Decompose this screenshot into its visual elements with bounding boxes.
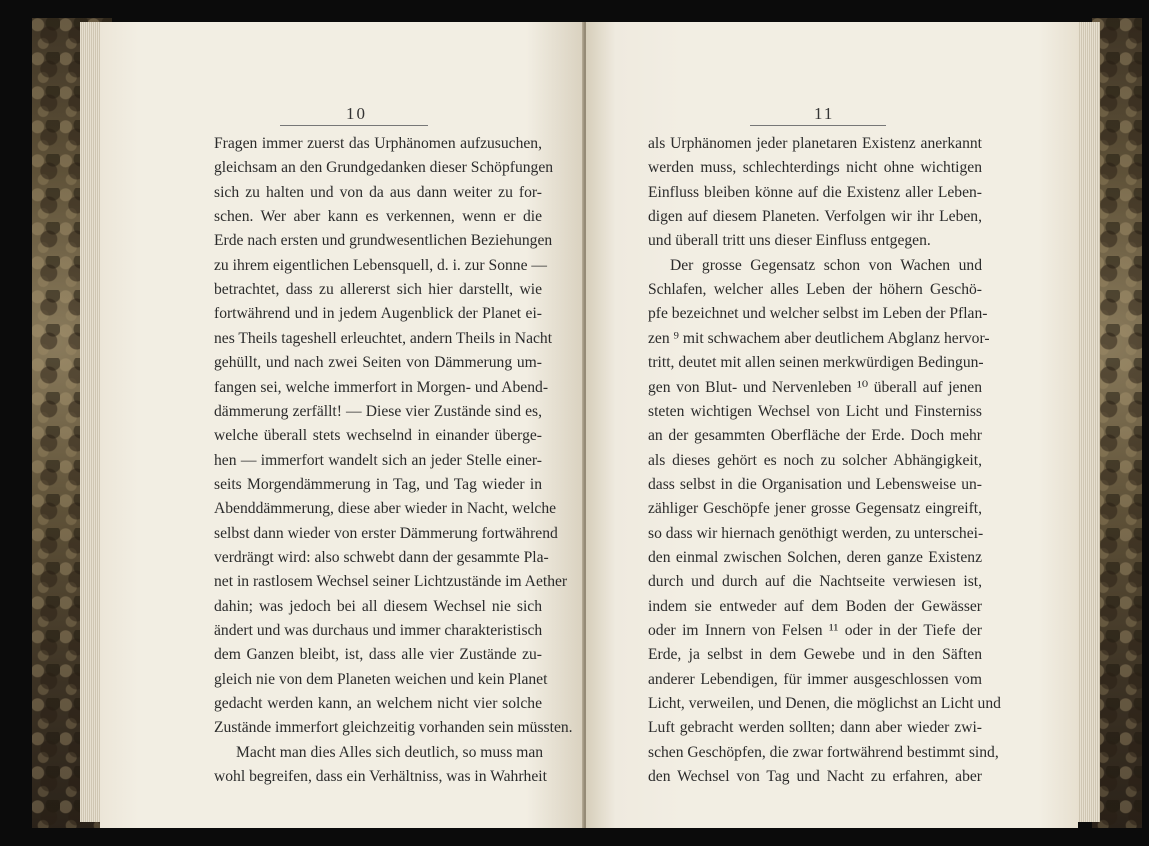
text-line: oder im Innern von Felsen ¹¹ oder in der Tiefe der [648, 622, 982, 639]
text-line: digen auf diesem Planeten. Verfolgen wir ihr Leben, [648, 208, 982, 226]
right-page [586, 22, 1078, 828]
text-line: nes Theils tageshell erleuchtet, andern Theils in Nacht [214, 329, 553, 347]
text-line: Zustände immerfort gleichzeitig vorhanden sein müssten. [214, 719, 573, 737]
text-line: gedacht werden kann, an welchem nicht vier solche [214, 695, 542, 713]
text-line: dem Ganzen bleibt, ist, dass alle vier Zustände zu- [214, 646, 542, 664]
text-line: wohl begreifen, dass ein Verhältniss, was in Wahrheit [214, 768, 547, 786]
text-line: ändert und was durchaus und immer charakteristisch [214, 622, 543, 639]
text-line: den Wechsel von Tag und Nacht zu erfahren, aber [648, 768, 982, 786]
text-line: dass selbst in die Organisation und Lebensweise un- [648, 475, 982, 493]
text-line: Schlafen, welcher alles Leben der höhern Geschö- [648, 281, 982, 299]
text-line: als Urphänomen jeder planetaren Existenz anerkannt [648, 135, 982, 152]
text-line: tritt, deutet mit allen seinen merkwürdigen Bedingun- [648, 354, 984, 372]
page-edges-left [80, 22, 102, 822]
text-line: welche überall stets wechselnd in einander überge- [214, 427, 542, 445]
text-line: selbst dann wieder von erster Dämmerung fortwährend [214, 524, 558, 542]
text-line: dämmerung zerfällt! — Diese vier Zustände sind es, [214, 402, 542, 420]
text-line: Fragen immer zuerst das Urphänomen aufzusuchen, [214, 135, 542, 152]
text-line: zähliger Geschöpfe jener grosse Gegensatz eingreift, [648, 500, 982, 518]
text-line: pfe bezeichnet und welcher selbst im Leben der Pflan- [648, 305, 988, 323]
left-page-number: 10 [346, 104, 367, 123]
text-line: den einmal zwischen Solchen, deren ganze Existenz [648, 548, 982, 566]
text-line: net in rastlosem Wechsel seiner Lichtzustände im Aether [214, 573, 568, 591]
text-line: zu ihrem eigentlichen Lebensquell, d. i. zur Sonne — [214, 256, 548, 274]
text-line: hen — immerfort wandelt sich an jeder Stelle einer- [214, 451, 542, 469]
right-page-number: 11 [814, 104, 835, 123]
text-line: Einfluss bleiben könne auf die Existenz aller Leben- [648, 183, 982, 201]
text-line: fangen sei, welche immerfort in Morgen- und Abend- [214, 378, 549, 396]
text-line: gen von Blut- und Nervenleben ¹⁰ überall auf jenen [648, 378, 982, 396]
text-line: Erde nach ersten und grundwesentlichen Beziehungen [214, 232, 553, 250]
text-line: sich zu halten und von da aus dann weiter zu for- [214, 183, 542, 201]
text-line: verdrängt wird: also schwebt dann der gesammte Pla- [214, 548, 549, 566]
text-line: Licht, verweilen, und Denen, die möglichst an Licht und [648, 695, 1001, 713]
text-line: Erde, ja selbst in dem Gewebe und in den Säften [648, 646, 982, 664]
text-line: steten wichtigen Wechsel von Licht und Finsterniss [648, 402, 982, 420]
text-line: dahin; was jedoch bei all diesem Wechsel nie sich [214, 597, 542, 615]
text-line: fortwährend und in jedem Augenblick der Planet ei- [214, 305, 542, 323]
text-line: an der gesammten Oberfläche der Erde. Doch mehr [648, 427, 982, 445]
text-line: gleich nie von dem Planeten weichen und kein Planet [214, 670, 548, 688]
right-header-rule [750, 125, 886, 126]
text-line: durch und durch auf die Nachtseite verwiesen ist, [648, 573, 982, 591]
text-line: betrachtet, dass zu allererst sich hier darstellt, wie [214, 281, 542, 299]
text-line: anderer Lebendigen, für immer ausgeschlossen vom [648, 670, 982, 688]
left-page [100, 22, 584, 828]
text-line: schen Geschöpfen, die zwar fortwährend bestimmt sind, [648, 743, 999, 761]
text-line: Macht man dies Alles sich deutlich, so muss man [236, 743, 544, 761]
text-line: schen. Wer aber kann es verkennen, wenn er die [214, 208, 542, 226]
left-header-rule [280, 125, 428, 126]
text-line: und überall tritt uns dieser Einfluss entgegen. [648, 232, 931, 250]
text-line: Luft gebracht werden sollten; dann aber wieder zwi- [648, 719, 982, 737]
text-line: gleichsam an den Grundgedanken dieser Schöpfungen [214, 159, 554, 177]
text-line: indem sie entweder auf dem Boden der Gewässer [648, 597, 982, 615]
text-line: werden muss, schlechterdings nicht ohne wichtigen [648, 159, 982, 177]
text-line: so dass wir hiernach genöthigt werden, zu unterschei- [648, 524, 984, 542]
text-line: seits Morgendämmerung in Tag, und Tag wieder in [214, 475, 542, 493]
text-line: zen ⁹ mit schwachem aber deutlichem Abglanz hervor- [648, 329, 990, 347]
text-line: Der grosse Gegensatz schon von Wachen und [670, 256, 982, 274]
text-line: Abenddämmerung, diese aber wieder in Nacht, welche [214, 500, 557, 518]
text-line: gehüllt, und nach zwei Seiten von Dämmerung um- [214, 354, 542, 372]
text-line: als dieses gehört es noch zu solcher Abhängigkeit, [648, 451, 982, 469]
